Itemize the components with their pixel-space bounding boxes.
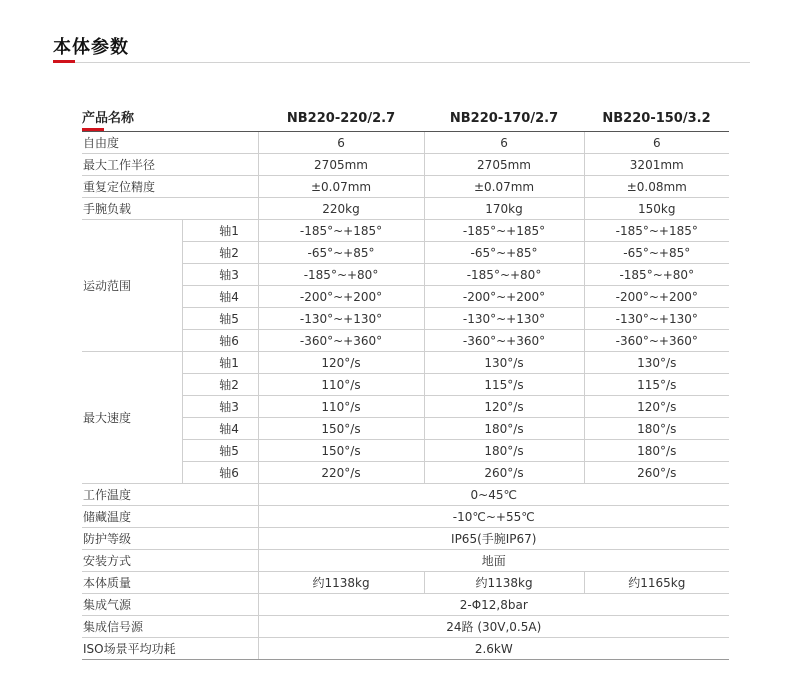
row-dof <box>82 132 729 154</box>
cell-value: 3201mm <box>584 154 729 176</box>
cell-value: 约1138kg <box>424 572 584 594</box>
axis-label: 轴4 <box>182 418 258 440</box>
cell-value: 6 <box>584 132 729 154</box>
cell-value: -130°~+130° <box>258 308 424 330</box>
product-name-header <box>82 92 258 132</box>
cell-value: 2705mm <box>424 154 584 176</box>
axis-label: 轴6 <box>182 330 258 352</box>
cell-value: 2.6kW <box>258 638 729 660</box>
row-air-source <box>82 594 729 616</box>
cell-value: 约1138kg <box>258 572 424 594</box>
cell-value: -200°~+200° <box>424 286 584 308</box>
spec-table <box>82 92 729 660</box>
header-row <box>82 92 729 132</box>
cell-value: -185°~+80° <box>584 264 729 286</box>
cell-value: 170kg <box>424 198 584 220</box>
cell-value: 180°/s <box>584 418 729 440</box>
cell-value: 6 <box>258 132 424 154</box>
cell-value: ±0.08mm <box>584 176 729 198</box>
model-header-3: NB220-150/3.2 <box>584 92 729 132</box>
cell-value: -65°~+85° <box>258 242 424 264</box>
cell-value: 220kg <box>258 198 424 220</box>
axis-label: 轴2 <box>182 242 258 264</box>
row-label: 集成信号源 <box>82 616 258 638</box>
cell-value: -360°~+360° <box>424 330 584 352</box>
row-max-reach <box>82 154 729 176</box>
cell-value: 115°/s <box>584 374 729 396</box>
row-protection <box>82 528 729 550</box>
cell-value: ±0.07mm <box>258 176 424 198</box>
cell-value: 地面 <box>258 550 729 572</box>
cell-value: 24路 (30V,0.5A) <box>258 616 729 638</box>
cell-value: -185°~+185° <box>258 220 424 242</box>
cell-value: 180°/s <box>424 440 584 462</box>
product-name-label: 产品名称 <box>82 111 135 126</box>
axis-label: 轴5 <box>182 440 258 462</box>
cell-value: IP65(手腕IP67) <box>258 528 729 550</box>
row-mounting <box>82 550 729 572</box>
motion-range-label: 运动范围 <box>82 220 182 352</box>
row-signal-source <box>82 616 729 638</box>
row-label: 安装方式 <box>82 550 258 572</box>
axis-label: 轴1 <box>182 352 258 374</box>
title-accent-bar <box>53 60 75 63</box>
cell-value: -10℃~+55℃ <box>258 506 729 528</box>
row-label: 本体质量 <box>82 572 258 594</box>
section-title: 本体参数 <box>53 37 129 58</box>
cell-value: 120°/s <box>258 352 424 374</box>
cell-value: 180°/s <box>424 418 584 440</box>
cell-value: ±0.07mm <box>424 176 584 198</box>
cell-value: -200°~+200° <box>584 286 729 308</box>
axis-label: 轴1 <box>182 220 258 242</box>
cell-value: 0~45℃ <box>258 484 729 506</box>
row-repeatability <box>82 176 729 198</box>
cell-value: 150°/s <box>258 418 424 440</box>
row-label: 重复定位精度 <box>82 176 258 198</box>
row-label: 手腕负载 <box>82 198 258 220</box>
cell-value: 115°/s <box>424 374 584 396</box>
cell-value: 150kg <box>584 198 729 220</box>
cell-value: -185°~+185° <box>584 220 729 242</box>
cell-value: 2-Φ12,8bar <box>258 594 729 616</box>
cell-value: -65°~+85° <box>424 242 584 264</box>
row-storage-temp <box>82 506 729 528</box>
row-mass <box>82 572 729 594</box>
cell-value: -360°~+360° <box>584 330 729 352</box>
cell-value: 180°/s <box>584 440 729 462</box>
cell-value: 约1165kg <box>584 572 729 594</box>
cell-value: -200°~+200° <box>258 286 424 308</box>
cell-value: -185°~+80° <box>258 264 424 286</box>
cell-value: 110°/s <box>258 396 424 418</box>
cell-value: 260°/s <box>424 462 584 484</box>
row-label: ISO场景平均功耗 <box>82 638 258 660</box>
cell-value: 220°/s <box>258 462 424 484</box>
cell-value: 260°/s <box>584 462 729 484</box>
row-label: 防护等级 <box>82 528 258 550</box>
cell-value: 6 <box>424 132 584 154</box>
row-speed-axis-1 <box>82 352 729 374</box>
row-label: 最大工作半径 <box>82 154 258 176</box>
cell-value: -360°~+360° <box>258 330 424 352</box>
cell-value: 130°/s <box>424 352 584 374</box>
row-motion-axis-1 <box>82 220 729 242</box>
axis-label: 轴6 <box>182 462 258 484</box>
cell-value: 150°/s <box>258 440 424 462</box>
axis-label: 轴4 <box>182 286 258 308</box>
row-label: 自由度 <box>82 132 258 154</box>
row-label: 集成气源 <box>82 594 258 616</box>
cell-value: 2705mm <box>258 154 424 176</box>
title-divider <box>53 62 750 63</box>
axis-label: 轴3 <box>182 264 258 286</box>
max-speed-label: 最大速度 <box>82 352 182 484</box>
cell-value: 120°/s <box>584 396 729 418</box>
cell-value: -65°~+85° <box>584 242 729 264</box>
row-power <box>82 638 729 660</box>
cell-value: -130°~+130° <box>584 308 729 330</box>
cell-value: -185°~+80° <box>424 264 584 286</box>
row-wrist-payload <box>82 198 729 220</box>
row-work-temp <box>82 484 729 506</box>
cell-value: -130°~+130° <box>424 308 584 330</box>
row-label: 工作温度 <box>82 484 258 506</box>
row-label: 储藏温度 <box>82 506 258 528</box>
cell-value: 120°/s <box>424 396 584 418</box>
axis-label: 轴3 <box>182 396 258 418</box>
axis-label: 轴2 <box>182 374 258 396</box>
axis-label: 轴5 <box>182 308 258 330</box>
model-header-2: NB220-170/2.7 <box>424 92 584 132</box>
cell-value: 110°/s <box>258 374 424 396</box>
cell-value: 130°/s <box>584 352 729 374</box>
cell-value: -185°~+185° <box>424 220 584 242</box>
model-header-1: NB220-220/2.7 <box>258 92 424 132</box>
